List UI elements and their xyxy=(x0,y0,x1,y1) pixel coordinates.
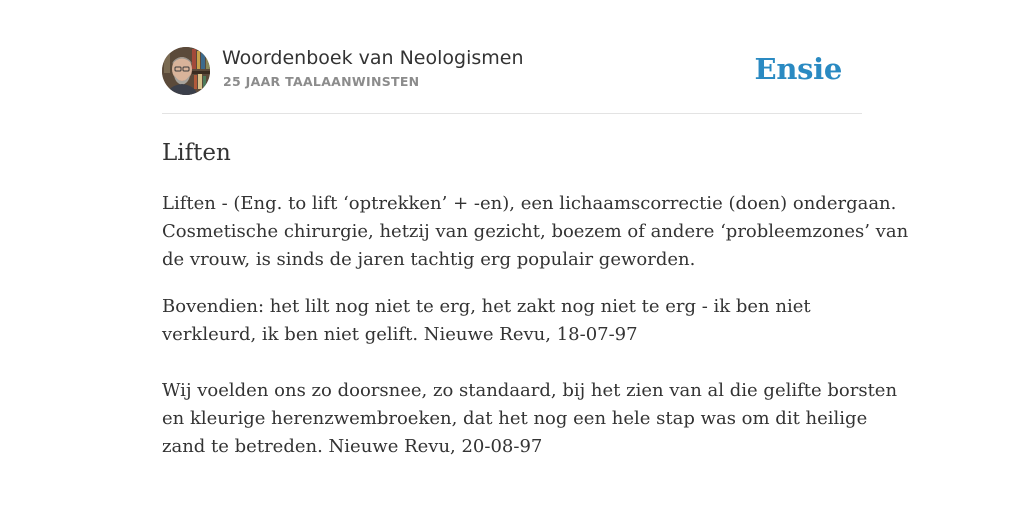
quote-line: zand te betreden. Nieuwe Revu, 20-08-97 xyxy=(162,436,543,457)
header-divider xyxy=(162,113,862,114)
definition-line: de vrouw, is sinds de jaren tachtig erg populair geworden. xyxy=(162,249,696,270)
entry-title: Liften xyxy=(162,140,231,166)
quote-line: Bovendien: het lilt nog niet te erg, het zakt nog niet te erg - ik ben niet xyxy=(162,296,811,317)
ensie-logo[interactable]: Ensie xyxy=(754,52,842,86)
quote-line: Wij voelden ons zo doorsnee, zo standaard, bij het zien van al die gelifte borsten xyxy=(162,380,898,401)
quote-line: verkleurd, ik ben niet gelift. Nieuwe Revu, 18-07-97 xyxy=(162,324,638,345)
author-avatar[interactable] xyxy=(162,47,210,95)
quote-line: en kleurige herenzwembroeken, dat het nog een hele stap was om dit heilige xyxy=(162,408,868,429)
entry-definition xyxy=(162,190,909,274)
site-title[interactable]: Woordenboek van Neologismen xyxy=(222,47,524,69)
citation-quote xyxy=(162,293,862,349)
author-portrait-icon xyxy=(162,47,210,95)
definition-line: Liften - (Eng. to lift ‘optrekken’ + -en), een lichaamscorrectie (doen) ondergaan. xyxy=(162,193,897,214)
entry-card xyxy=(162,0,909,512)
citation-quote xyxy=(162,377,898,461)
definition-line: Cosmetische chirurgie, hetzij van gezicht, boezem of andere ‘probleemzones’ van xyxy=(162,221,909,242)
header xyxy=(162,46,862,96)
site-subtitle: 25 JAAR TAALAANWINSTEN xyxy=(223,74,420,89)
